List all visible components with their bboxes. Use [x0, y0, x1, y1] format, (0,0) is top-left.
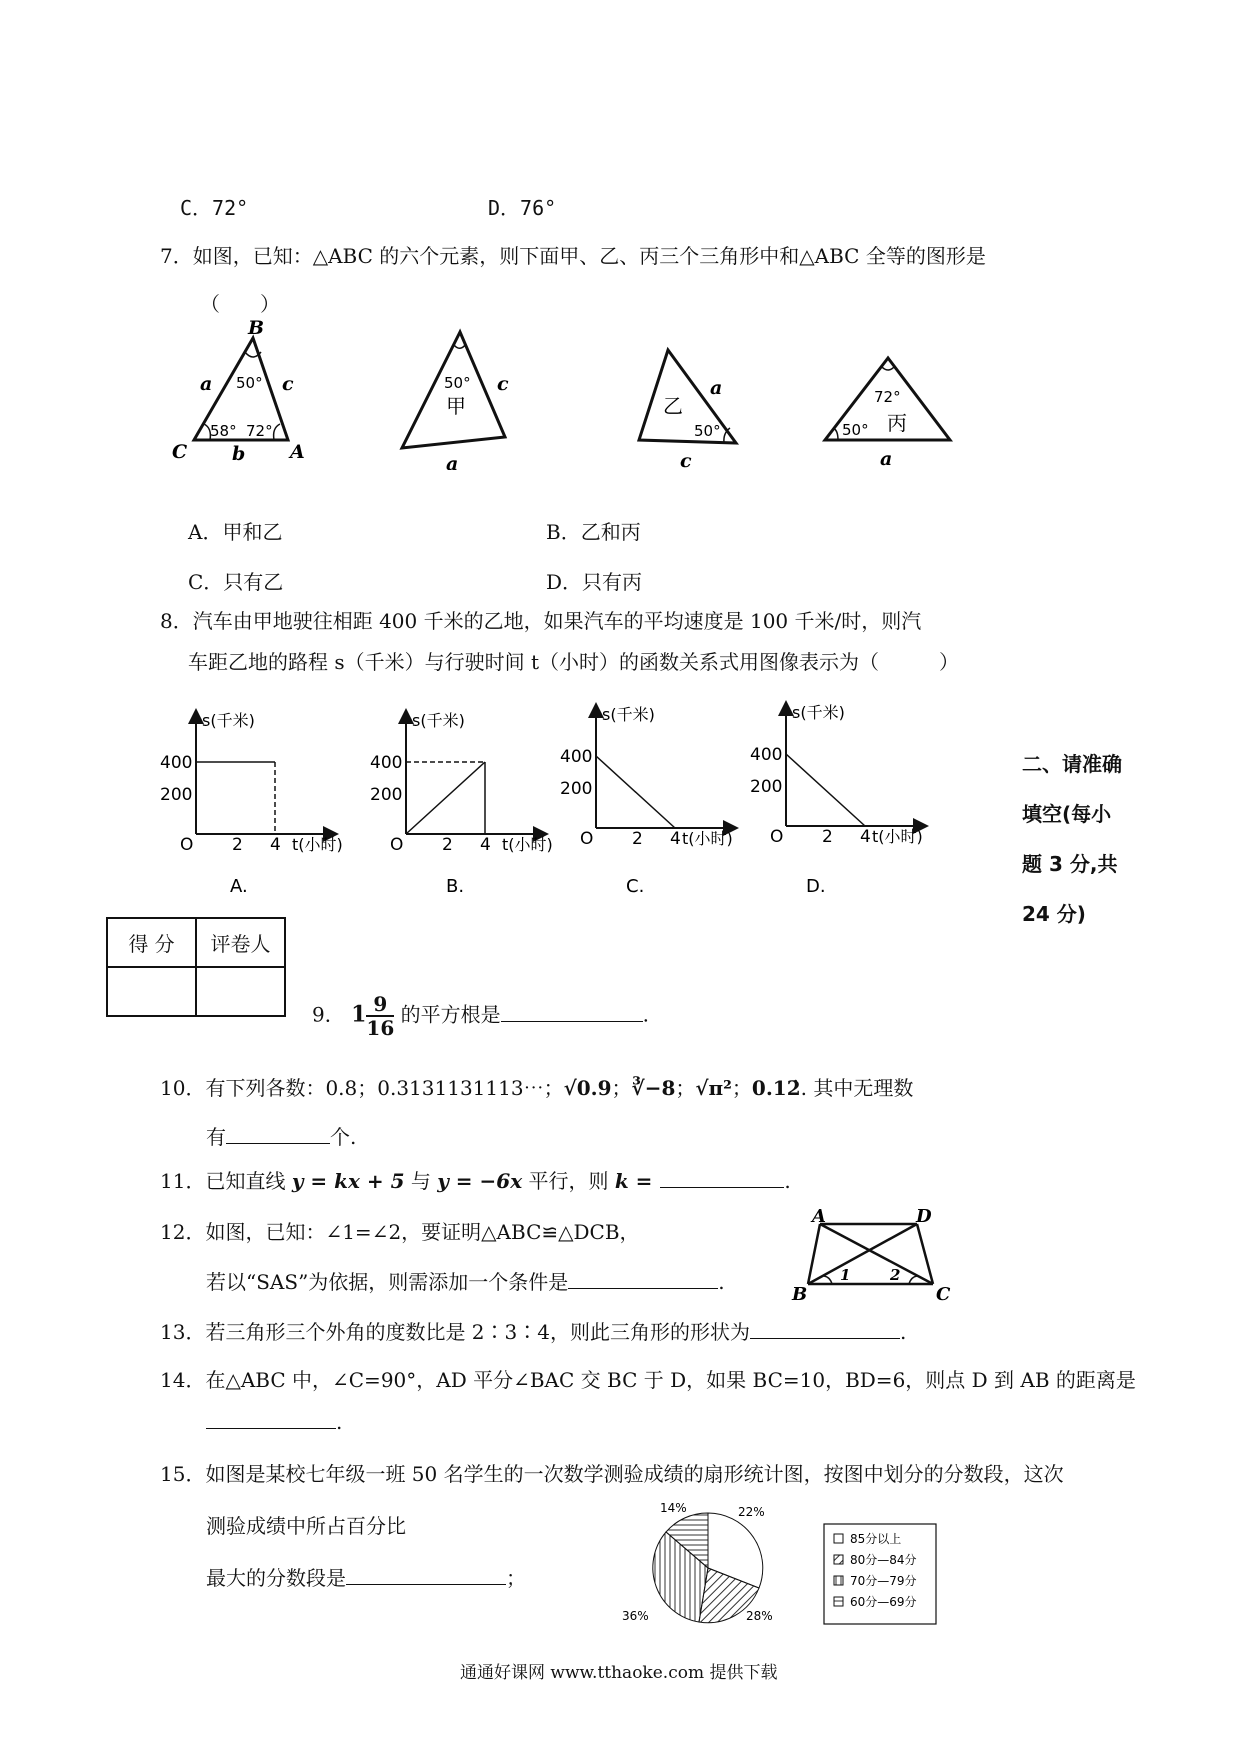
q9-answer-blank[interactable]	[501, 1003, 643, 1022]
svg-text:s(千米): s(千米)	[792, 703, 845, 722]
svg-text:400: 400	[160, 753, 193, 773]
svg-text:2: 2	[232, 835, 243, 855]
jia-side-c: c	[497, 373, 509, 395]
q12-figure	[780, 1208, 970, 1308]
label-side-b: b	[232, 443, 246, 465]
grader-header: 评卷人	[196, 918, 285, 967]
svg-text:400: 400	[560, 747, 593, 767]
graph-b	[370, 711, 553, 897]
triangle-yi	[639, 350, 736, 470]
q11-eq2: y = −6x	[437, 1169, 523, 1193]
q10-line2: 有 个.	[206, 1125, 357, 1149]
grader-cell[interactable]	[196, 967, 285, 1016]
q15-line1: 15．如图是某校七年级一班 50 名学生的一次数学测验成绩的扇形统计图，按图中划分的分数段，这次	[160, 1462, 1064, 1486]
label-b-vertex: B	[248, 317, 265, 339]
svg-text:O: O	[390, 835, 404, 855]
q10-line1: 10．有下列各数：0.8；0.3131131113⋯；√0.9；∛−8；√π²；0.12̇. 其中无理数	[160, 1076, 914, 1100]
pie	[653, 1513, 763, 1623]
q12-label-b: B	[792, 1284, 808, 1305]
graph-a-ylabel: s(千米)	[202, 711, 255, 730]
q10-answer-blank[interactable]	[226, 1125, 330, 1144]
legend-70: 70分—79分	[850, 1574, 917, 1588]
graph-d	[750, 703, 925, 897]
bing-name: 丙	[887, 411, 907, 435]
svg-text:t(小时): t(小时)	[872, 827, 923, 846]
jia-side-a: a	[446, 453, 459, 470]
svg-text:O: O	[180, 835, 194, 855]
label-a-vertex: A	[290, 441, 305, 463]
legend-swatch-80	[834, 1555, 843, 1564]
svg-text:O: O	[770, 827, 784, 847]
q9-whole: 1	[351, 1001, 367, 1028]
q8-stem-line2: 车距乙地的路程 s（千米）与行驶时间 t（小时）的函数关系式用图像表示为（ ）	[188, 650, 960, 674]
graph-a-label: A.	[230, 876, 248, 897]
section2-line4: 24 分)	[1022, 902, 1086, 926]
score-cell[interactable]	[107, 967, 196, 1016]
q9: 9． 1 $\frac{9}{16}$ 的平方根是 .	[312, 992, 649, 1040]
section2-line3: 题 3 分,共	[1022, 852, 1118, 876]
svg-text:2: 2	[822, 827, 833, 847]
q7-answer-paren: （ ）	[200, 292, 280, 316]
svg-text:t(小时): t(小时)	[682, 829, 733, 848]
pie-label-36: 36%	[622, 1609, 649, 1623]
label-side-a: a	[200, 373, 213, 395]
pie-label-22: 22%	[738, 1505, 765, 1519]
q14-answer-blank[interactable]	[206, 1410, 336, 1429]
q11-k: k =	[614, 1169, 653, 1193]
q7-option-a: A．甲和乙	[188, 520, 283, 544]
triangle-jia	[402, 332, 509, 470]
legend-swatch-85	[834, 1534, 843, 1543]
pie-legend	[824, 1524, 936, 1624]
svg-text:200: 200	[560, 779, 593, 799]
triangle-bing	[825, 358, 950, 470]
q9-text: 的平方根是	[400, 1002, 501, 1027]
yi-side-a: a	[710, 377, 723, 399]
jia-name: 甲	[446, 394, 466, 418]
bing-angle-left: 50°	[842, 421, 869, 439]
q13: 13．若三角形三个外角的度数比是 2∶3∶4，则此三角形的形状为 .	[160, 1320, 907, 1344]
yi-side-c: c	[680, 450, 692, 470]
q10-sqrt-09: √0.9	[563, 1076, 612, 1100]
q9-numerator: 9	[366, 993, 394, 1017]
svg-text:200: 200	[370, 785, 403, 805]
score-table	[106, 917, 286, 1017]
bing-angle-top: 72°	[874, 388, 901, 406]
pie-label-28: 28%	[746, 1609, 773, 1623]
q15-answer-blank[interactable]	[346, 1566, 506, 1585]
svg-text:t(小时): t(小时)	[292, 835, 343, 854]
q15-line3: 最大的分数段是 ；	[206, 1566, 526, 1590]
q13-answer-blank[interactable]	[750, 1320, 900, 1339]
q10-sqrt-pi: √π²	[695, 1076, 732, 1100]
graph-c-label: C.	[626, 876, 645, 897]
legend-swatch-70	[834, 1576, 843, 1585]
section2-line2: 填空(每小	[1022, 802, 1112, 826]
svg-text:400: 400	[370, 753, 403, 773]
footer-credit: 通通好课网 www.tthaoke.com 提供下载	[460, 1663, 778, 1683]
svg-text:200: 200	[160, 785, 193, 805]
legend-60: 60分—69分	[850, 1595, 917, 1609]
q11-eq1: y = kx + 5	[291, 1169, 405, 1193]
svg-text:t(小时): t(小时)	[502, 835, 553, 854]
svg-text:2: 2	[442, 835, 453, 855]
q6-option-d: D．76°	[488, 196, 557, 220]
label-c-vertex: C	[172, 441, 188, 463]
graph-d-label: D.	[806, 876, 826, 897]
q11-answer-blank[interactable]	[660, 1169, 784, 1188]
svg-text:s(千米): s(千米)	[412, 711, 465, 730]
triangle-abc	[172, 317, 305, 465]
angle-c-value: 58°	[210, 422, 237, 440]
q12-label-a: A	[812, 1208, 826, 1227]
bing-side-a: a	[880, 448, 893, 470]
svg-text:O: O	[580, 829, 594, 849]
angle-a-value: 72°	[246, 422, 273, 440]
section2-line1: 二、请准确	[1022, 752, 1122, 776]
q9-number: 9．	[312, 1002, 345, 1027]
q14-line2: .	[206, 1410, 342, 1434]
pie-label-14: 14%	[660, 1501, 687, 1515]
q10-cube-root: ∛−8	[631, 1076, 676, 1100]
q8-graphs	[160, 700, 1000, 900]
q7-figures	[170, 310, 970, 470]
legend-85: 85分以上	[850, 1532, 902, 1546]
jia-angle: 50°	[444, 374, 471, 392]
label-side-c: c	[282, 373, 294, 395]
q12-line1: 12．如图，已知：∠1=∠2，要证明△ABC≌△DCB，	[160, 1220, 640, 1244]
q15-pie-figure	[622, 1500, 962, 1640]
svg-text:200: 200	[750, 777, 783, 797]
q15-line2: 测验成绩中所占百分比	[206, 1514, 406, 1538]
q12-label-d: D	[916, 1208, 932, 1227]
graph-a	[160, 711, 343, 897]
q6-option-c: C．72°	[180, 196, 249, 220]
q12-angle-2: 2	[890, 1266, 901, 1284]
q12-label-c: C	[936, 1284, 951, 1305]
q12-answer-blank[interactable]	[568, 1270, 718, 1289]
graph-c	[560, 705, 735, 897]
q12-line2: 若以“SAS”为依据，则需添加一个条件是 .	[206, 1270, 725, 1294]
svg-text:400: 400	[750, 745, 783, 765]
q7-option-b: B．乙和丙	[546, 520, 641, 544]
q10-repeating: 0.12̇	[751, 1076, 801, 1100]
score-header: 得 分	[107, 918, 196, 967]
q12-angle-1: 1	[840, 1266, 851, 1284]
svg-text:4: 4	[670, 829, 681, 849]
svg-text:4: 4	[860, 827, 871, 847]
q14-line1: 14．在△ABC 中，∠C=90°，AD 平分∠BAC 交 BC 于 D，如果 BC=10，BD=6，则点 D 到 AB 的距离是	[160, 1368, 1136, 1392]
q8-stem-line1: 8．汽车由甲地驶往相距 400 千米的乙地，如果汽车的平均速度是 100 千米/时，则汽	[160, 609, 922, 633]
q7-stem: 7．如图，已知：△ABC 的六个元素，则下面甲、乙、丙三个三角形中和△ABC 全等的图形是	[160, 244, 986, 268]
q11: 11．已知直线 y = kx + 5 与 y = −6x 平行，则 k = .	[160, 1169, 791, 1193]
q7-option-c: C．只有乙	[188, 570, 284, 594]
yi-name: 乙	[663, 394, 683, 418]
svg-text:2: 2	[632, 829, 643, 849]
legend-swatch-60	[834, 1597, 843, 1606]
graph-b-label: B.	[446, 876, 465, 897]
svg-text:4: 4	[270, 835, 281, 855]
svg-text:s(千米): s(千米)	[602, 705, 655, 724]
legend-80: 80分—84分	[850, 1553, 917, 1567]
yi-angle: 50°	[694, 422, 721, 440]
q9-fraction	[366, 993, 394, 1039]
svg-text:4: 4	[480, 835, 491, 855]
q7-option-d: D．只有丙	[546, 570, 643, 594]
q9-denominator: 16	[366, 1016, 395, 1040]
angle-b-value: 50°	[236, 374, 263, 392]
